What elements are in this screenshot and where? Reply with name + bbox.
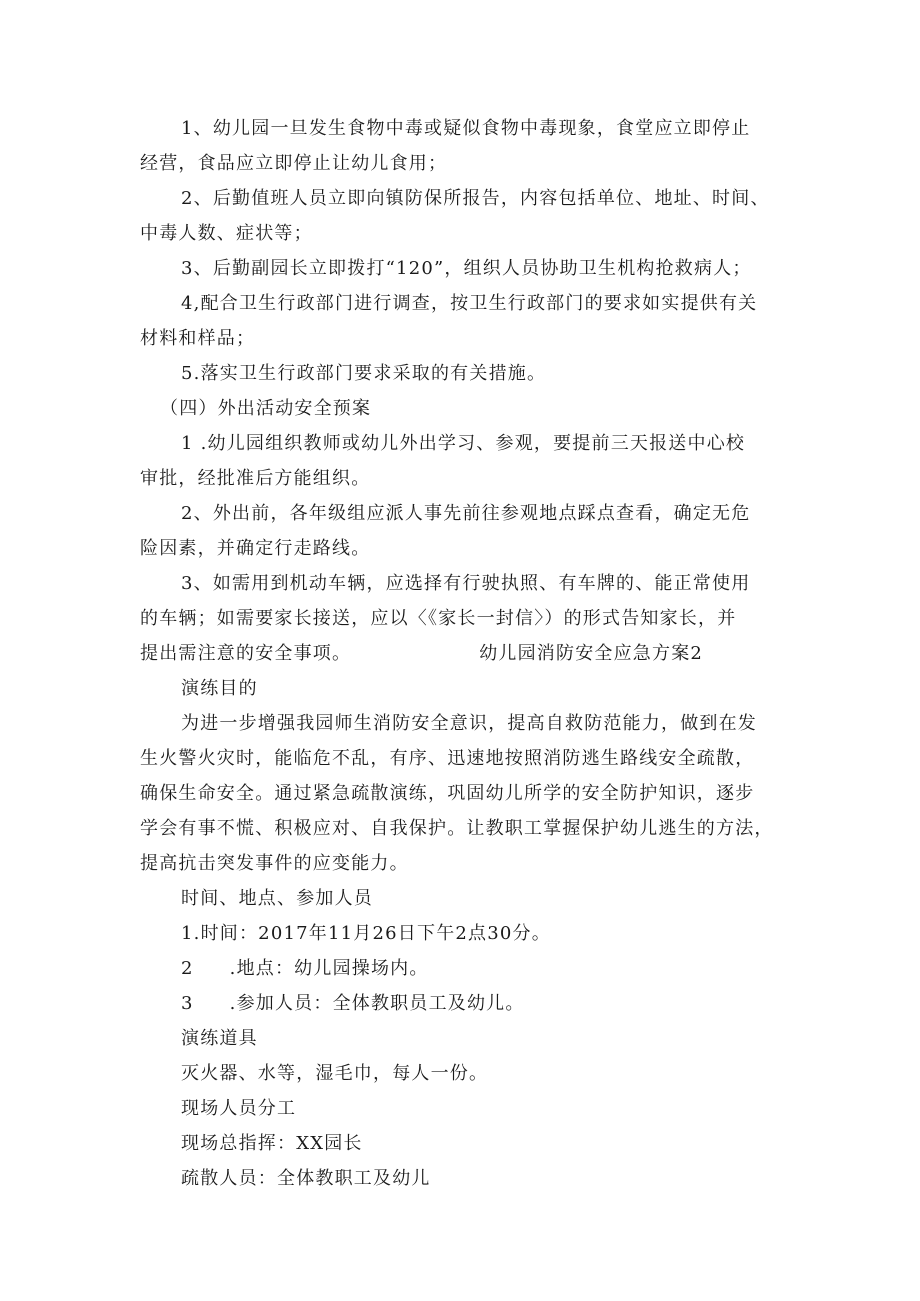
outing-step-1: 1 .幼儿园组织教师或幼儿外出学习、参观，要提前三天报送中心校	[181, 433, 746, 454]
food-poisoning-step-2: 2、后勤值班人员立即向镇防保所报告，内容包括单位、地址、时间、	[181, 188, 770, 209]
outing-step-1-cont: 审批，经批准后方能组织。	[140, 468, 371, 489]
purpose-paragraph-line-4: 学会有事不慌、积极应对、自我保护。让教职工掌握保护幼儿逃生的方法，	[140, 818, 774, 839]
drill-place	[181, 957, 429, 981]
heading-drill-props: 演练道具	[181, 1028, 258, 1049]
fire-plan-title: 幼儿园消防安全应急方案2	[479, 643, 704, 664]
purpose-paragraph-line-5: 提高抗击突发事件的应变能力。	[140, 853, 409, 874]
evacuation-staff: 疏散人员：全体教职工及幼儿	[181, 1168, 431, 1189]
outing-step-3: 3、如需用到机动车辆，应选择有行驶执照、有车牌的、能正常使用	[181, 573, 751, 594]
drill-participants-text: .参加人员：全体教职员工及幼儿。	[229, 993, 525, 1014]
heading-time-place-people: 时间、地点、参加人员	[181, 888, 373, 909]
drill-participants-number: 3	[181, 993, 194, 1014]
food-poisoning-step-4-cont: 材料和样品；	[140, 328, 256, 349]
purpose-paragraph-line-1: 为进一步增强我园师生消防安全意识，提高自救防范能力，做到在发	[181, 713, 757, 734]
purpose-paragraph-line-2: 生火警火灾时，能临危不乱，有序、迅速地按照消防逃生路线安全疏散，	[140, 748, 755, 769]
outing-step-2: 2、外出前，各年级组应派人事先前往参观地点踩点查看，确定无危	[181, 503, 751, 524]
outing-step-3-cont: 的车辆；如需要家长接送，应以〈《家长一封信〉）的形式告知家长，并	[140, 608, 737, 629]
outing-step-3-cont-2	[140, 642, 703, 666]
section-heading-outing: （四）外出活动安全预案	[160, 398, 372, 419]
food-poisoning-step-4: 4,配合卫生行政部门进行调查，按卫生行政部门的要求如实提供有关	[181, 293, 758, 314]
food-poisoning-step-2-cont: 中毒人数、症状等；	[140, 223, 313, 244]
food-poisoning-step-3: 3、后勤副园长立即拨打“120”，组织人员协助卫生机构抢救病人；	[181, 258, 752, 279]
purpose-paragraph-line-3: 确保生命安全。通过紧急疏散演练，巩固幼儿所学的安全防护知识，逐步	[140, 783, 755, 804]
food-poisoning-step-5: 5.落实卫生行政部门要求采取的有关措施。	[181, 363, 547, 384]
site-commander: 现场总指挥：XX园长	[181, 1133, 363, 1154]
food-poisoning-step-1-cont: 经营，食品应立即停止让幼儿食用；	[140, 153, 448, 174]
drill-participants	[181, 992, 525, 1016]
drill-place-number: 2	[181, 958, 194, 979]
drill-place-text: .地点：幼儿园操场内。	[229, 958, 429, 979]
drill-props: 灭火器、水等，湿毛巾，每人一份。	[181, 1063, 489, 1084]
food-poisoning-step-1: 1、幼儿园一旦发生食物中毒或疑似食物中毒现象，食堂应立即停止	[181, 118, 751, 139]
outing-step-2-cont: 险因素，并确定行走路线。	[140, 538, 371, 559]
heading-staff-assignment: 现场人员分工	[181, 1098, 297, 1119]
heading-drill-purpose: 演练目的	[181, 678, 258, 699]
drill-time: 1.时间：2017年11月26日下午2点30分。	[181, 923, 551, 944]
outing-step-3-tail: 提出需注意的安全事项。	[140, 643, 352, 664]
